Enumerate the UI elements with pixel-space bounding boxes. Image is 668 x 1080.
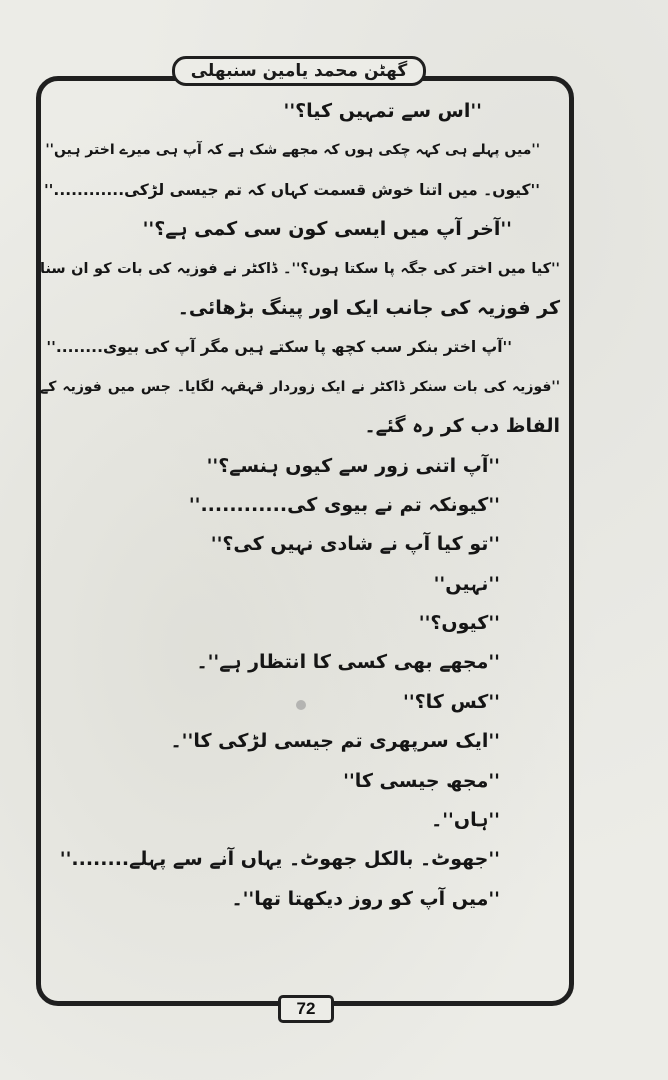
text-line: ''میں آپ کو روز دیکھتا تھا''۔	[231, 887, 500, 910]
text-line: ''مجھے بھی کسی کا انتظار ہے''۔	[196, 651, 500, 674]
text-line: ''کیوں۔ میں اتنا خوش قسمت کہاں کہ تم جیسی لڑکی............''	[43, 180, 540, 199]
text-line: کر فوزیہ کی جانب ایک اور پینگ بڑھائی۔	[177, 296, 560, 319]
text-line: ''فوزیہ کی بات سنکر ڈاکٹر نے ایک زوردار قہقہہ لگایا۔ جس میں فوزیہ کے	[40, 378, 560, 395]
ink-smudge	[296, 700, 306, 710]
page-number: 72	[296, 999, 316, 1018]
text-line: ''جھوٹ۔ بالکل جھوٹ۔ یہاں آنے سے پہلے........''	[59, 848, 500, 871]
text-line: ''کیوں؟''	[418, 612, 500, 635]
text-line: ''نہیں''	[433, 572, 500, 595]
running-header	[172, 56, 426, 86]
text-line: ''کیونکہ تم نے بیوی کی............''	[188, 493, 500, 516]
text-line: ''اس سے تمہیں کیا؟''	[283, 100, 482, 122]
header-title: گھٹن محمد یامین سنبھلی	[190, 61, 408, 81]
text-line: ''کیا میں اختر کی جگہ پا سکتا ہوں؟''۔ ڈاکٹر نے فوزیہ کی بات کو ان سنا	[40, 260, 560, 277]
text-line: ''کس کا؟''	[403, 690, 500, 713]
text-line: ''آخر آپ میں ایسی کون سی کمی ہے؟''	[142, 218, 512, 241]
page-number-box	[278, 995, 334, 1023]
text-line: ''مجھ جیسی کا''	[343, 769, 500, 792]
text-line: ''ایک سرپھری تم جیسی لڑکی کا''۔	[170, 730, 500, 753]
text-line: ''آپ اتنی زور سے کیوں ہنسے؟''	[206, 454, 500, 477]
text-line: ''تو کیا آپ نے شادی نہیں کی؟''	[210, 533, 500, 556]
text-line: الفاظ دب کر رہ گئے۔	[364, 415, 560, 438]
story-text	[40, 92, 560, 919]
text-line: ''میں پہلے ہی کہہ چکی ہوں کہ مجھے شک ہے کہ آپ ہی میرے اختر ہیں''	[45, 142, 540, 159]
text-line: ''آپ اختر بنکر سب کچھ پا سکتے ہیں مگر آپ کی بیوی........''	[46, 338, 512, 357]
text-line: ''ہاں''۔	[431, 809, 500, 832]
